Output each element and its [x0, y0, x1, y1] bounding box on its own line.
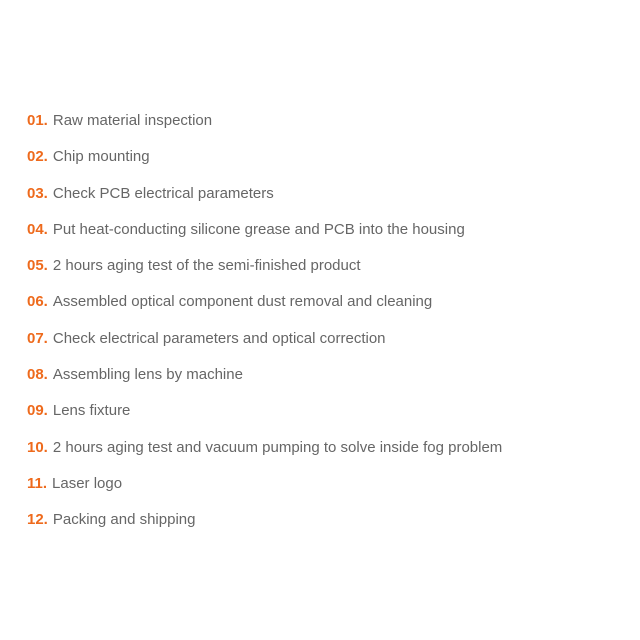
process-step-09: [27, 401, 627, 437]
step-number: 11.: [27, 474, 48, 492]
step-text: Laser logo: [52, 474, 123, 492]
step-number: 06.: [27, 293, 48, 311]
step-number: 09.: [27, 402, 48, 420]
step-text: Raw material inspection: [52, 112, 213, 129]
step-number: 01.: [27, 112, 48, 129]
process-step-04: [27, 220, 627, 256]
step-text: Check electrical parameters and optical correction: [52, 329, 386, 347]
step-text: Packing and shipping: [52, 511, 196, 529]
step-number: 08.: [27, 366, 48, 384]
step-number: 07.: [27, 329, 48, 347]
step-text: Assembling lens by machine: [52, 366, 243, 384]
step-text: Check PCB electrical parameters: [52, 184, 274, 202]
process-step-05: [27, 256, 627, 292]
process-step-01: [27, 111, 627, 147]
process-steps-list: [27, 111, 627, 547]
step-number: 10.: [27, 438, 48, 456]
step-number: 02.: [27, 148, 48, 166]
process-step-12: [27, 510, 627, 546]
process-step-07: [27, 329, 627, 365]
step-number: 04.: [27, 220, 48, 238]
step-text: Assembled optical component dust removal and cleaning: [52, 293, 433, 311]
step-number: 05.: [27, 257, 48, 275]
process-step-08: [27, 365, 627, 401]
step-text: Chip mounting: [52, 148, 150, 166]
process-step-11: [27, 474, 627, 510]
step-text: 2 hours aging test of the semi-finished product: [52, 257, 361, 275]
process-step-06: [27, 292, 627, 328]
step-text: Lens fixture: [52, 402, 131, 420]
step-number: 12.: [27, 511, 48, 529]
process-step-03: [27, 184, 627, 220]
process-step-10: [27, 438, 627, 474]
step-text: 2 hours aging test and vacuum pumping to solve inside fog problem: [52, 438, 503, 456]
process-step-02: [27, 147, 627, 183]
step-number: 03.: [27, 184, 48, 202]
step-text: Put heat-conducting silicone grease and PCB into the housing: [52, 220, 465, 238]
